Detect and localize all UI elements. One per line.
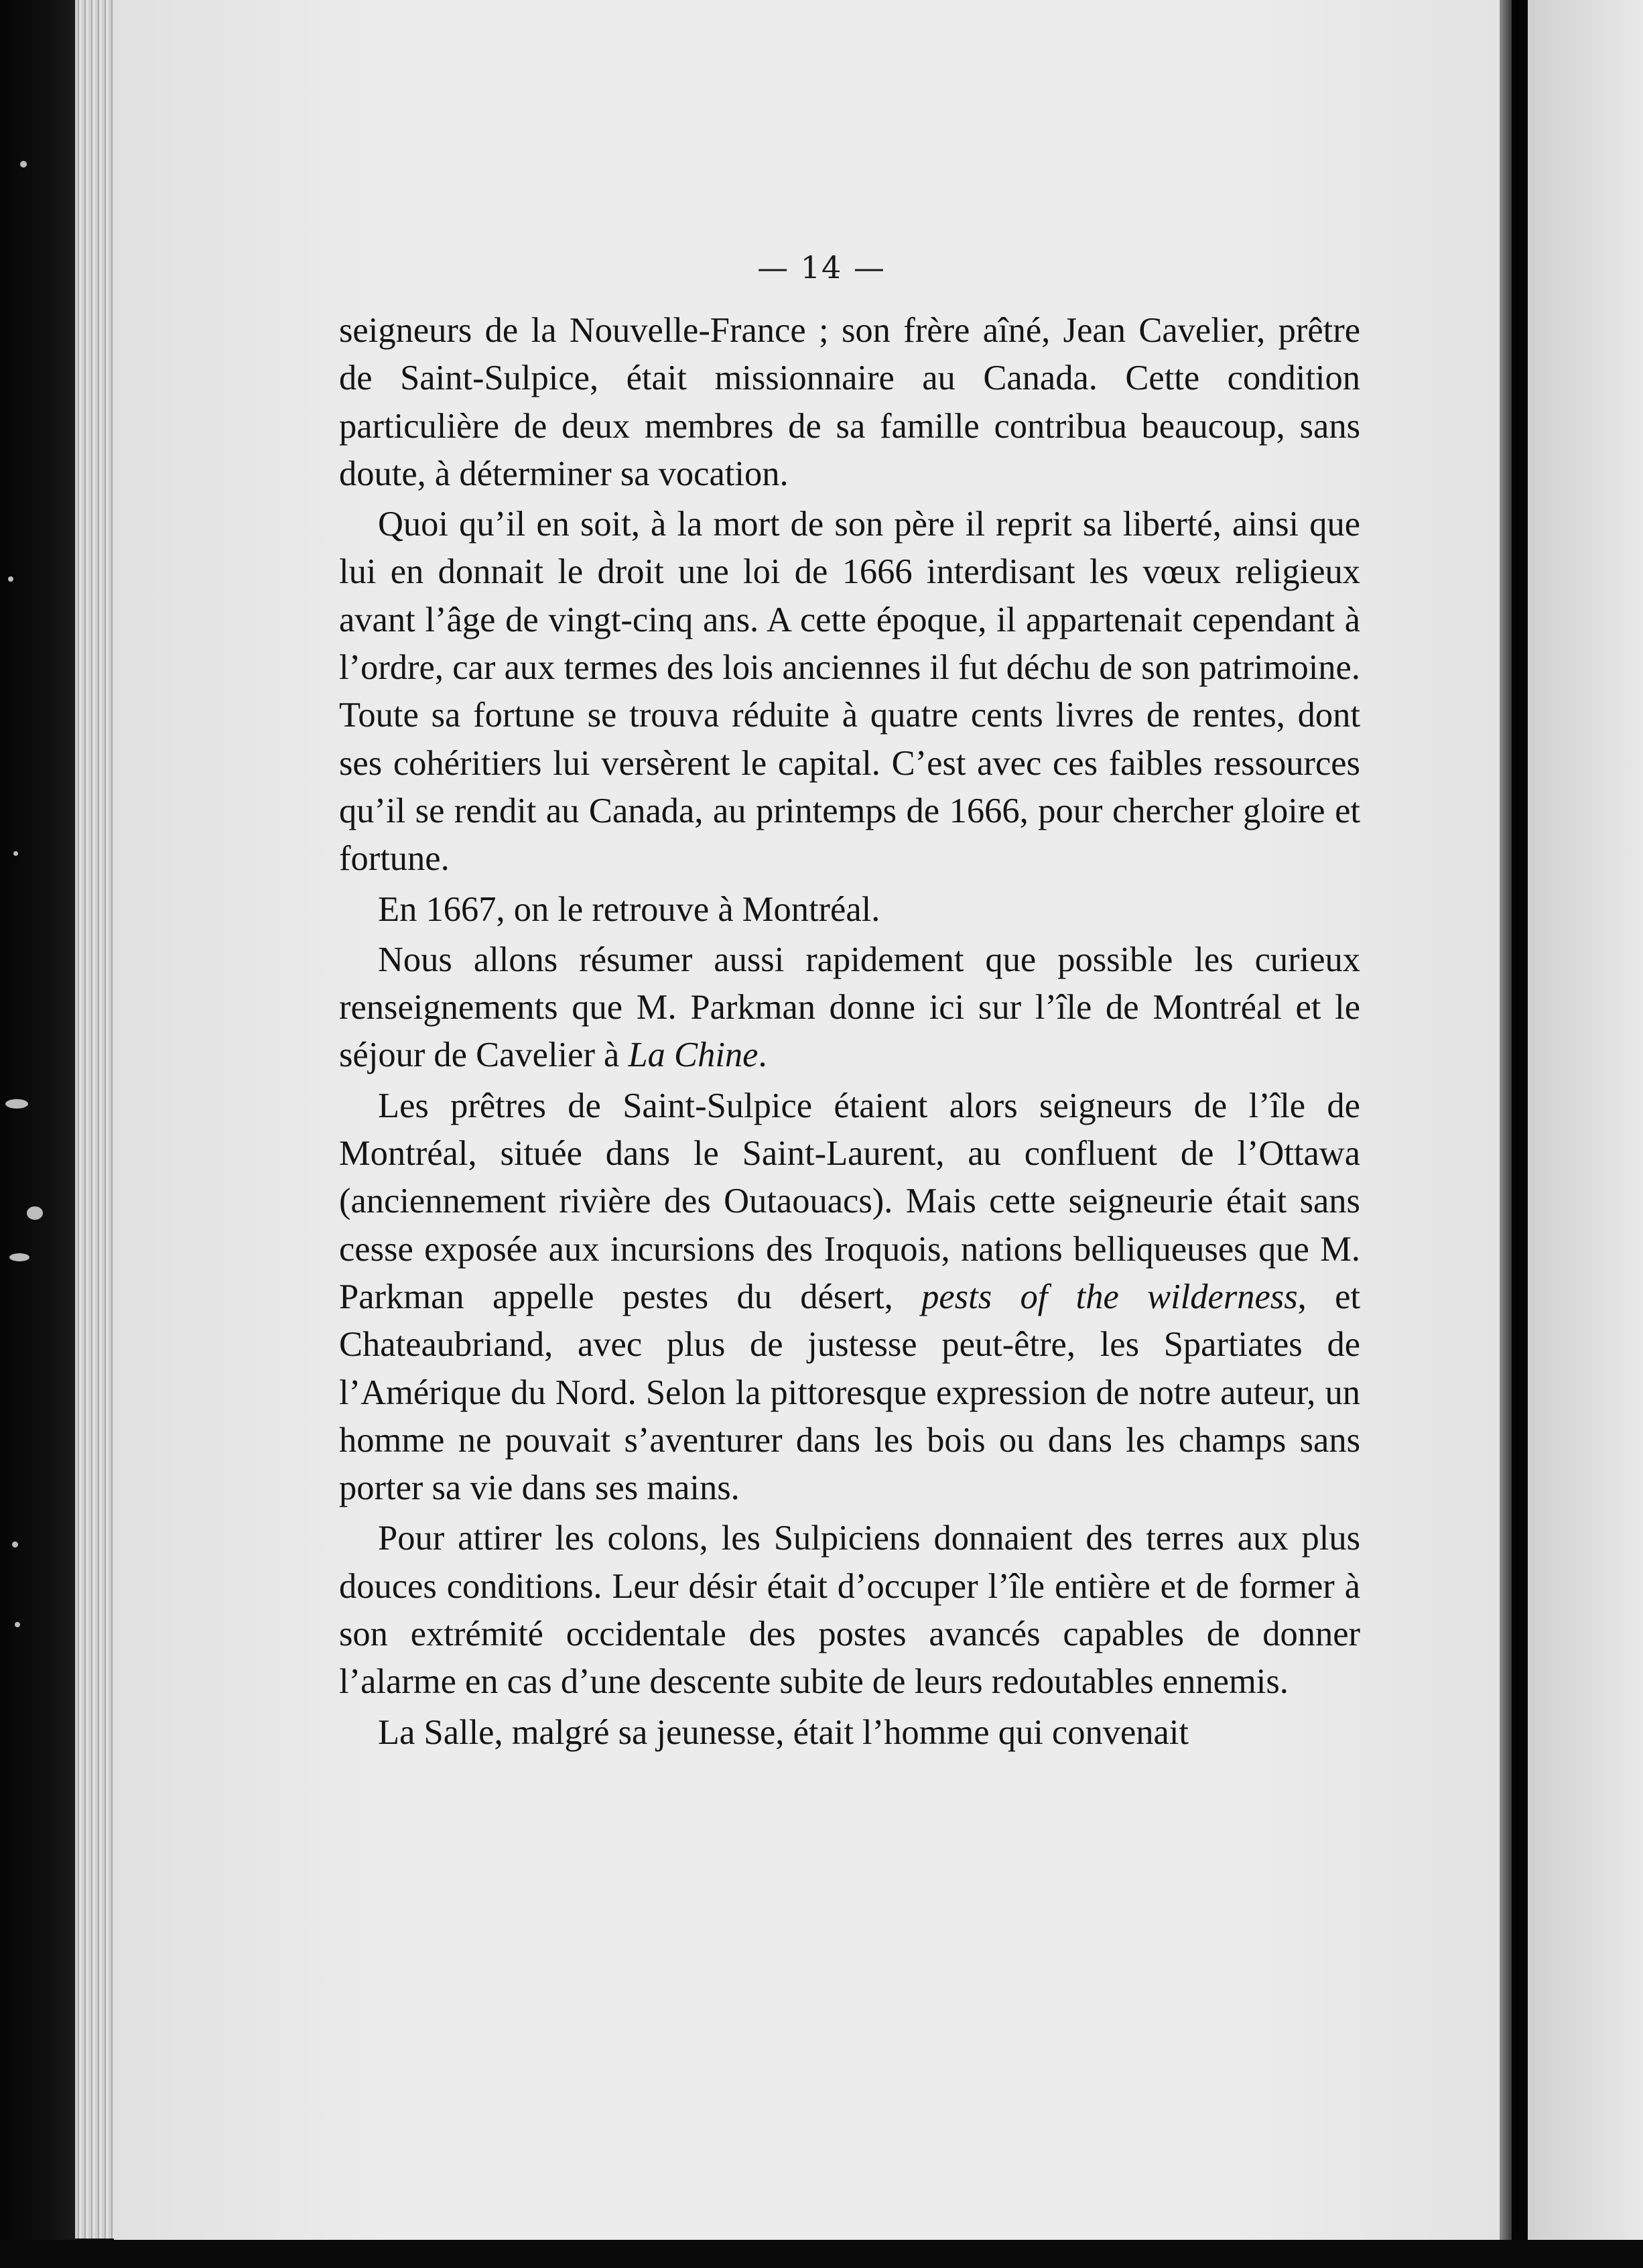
text-run: Nous allons résumer aussi rapidement que possible les curieux renseignements que M. Parkman donne ici sur l’île de Montréal et le séjour de Cavelier à (339, 940, 1360, 1075)
dust-speck (13, 851, 18, 856)
body-text (339, 307, 1360, 1757)
book-gutter (1512, 0, 1528, 2268)
text-run: Pour attirer les colons, les Sulpiciens donnaient des terres aux plus douces conditions. Leur désir était d’occuper l’île entière et de former à son extrémité occidentale des postes avancés capables de donner l’alarme en cas d’une descente subite de leurs redoutables ennemis. (339, 1519, 1360, 1702)
italic-run: pests of the wilderness (921, 1277, 1298, 1316)
text-run: seigneurs de la Nouvelle-France ; son frère aîné, Jean Cavelier, prêtre de Saint-Sulpice, était missionnaire au Canada. Cette condition particulière de deux membres de sa famille contribua beaucoup, sans doute, à déterminer sa vocation. (339, 311, 1360, 493)
dust-speck (5, 1099, 28, 1109)
text-run: En 1667, on le retrouve à Montréal. (378, 889, 880, 929)
paragraph (339, 886, 1360, 934)
dust-speck (27, 1206, 43, 1220)
text-run: La Salle, malgré sa jeunesse, était l’homme qui convenait (378, 1712, 1189, 1752)
paragraph (339, 1082, 1360, 1513)
dust-speck (15, 1622, 20, 1627)
italic-run: La Chine (628, 1035, 759, 1075)
text-run: . (758, 1035, 767, 1075)
page-shadow (1500, 0, 1512, 2240)
film-bottom-edge (0, 2240, 1643, 2268)
film-edge (0, 0, 75, 2268)
dust-speck (8, 576, 13, 582)
paragraph (339, 1709, 1360, 1757)
dust-speck (20, 161, 27, 168)
text-run: Quoi qu’il en soit, à la mort de son père il reprit sa liberté, ainsi que lui en donnait le droit une loi de 1666 interdisant les vœux religieux avant l’âge de vingt-cinq ans. A cette époque, il appartenait cependant à l’ordre, car aux termes des lois anciennes il fut déchu de son patrimoine. Toute sa fortune se trouva réduite à quatre cents livres de rentes, dont ses cohéritiers lui versèrent le capital. C’est avec ces faibles ressources qu’il se rendit au Canada, au printemps de 1666, pour chercher gloire et fortune. (339, 505, 1360, 879)
page-block-edges (75, 0, 115, 2239)
paragraph (339, 307, 1360, 498)
paragraph (339, 1515, 1360, 1706)
paragraph (339, 501, 1360, 883)
text-run: , et Chateaubriand, avec plus de justesse peut-être, les Spartiates de l’Amérique du Nord. Selon la pittoresque expression de notre auteur, un homme ne pouvait s’aventurer dans les bois ou dans les champs sans porter sa vie dans ses mains. (339, 1277, 1361, 1508)
text-run: Les prêtres de Saint-Sulpice étaient alors seigneurs de l’île de Montréal, située dans le Saint-Laurent, au confluent de l’Ottawa (anciennement rivière des Outaouacs). Mais cette seigneurie était sans cesse exposée aux incursions des Iroquois, nations belliqueuses que M. Parkman appelle pestes du désert, (339, 1086, 1360, 1316)
dust-speck (12, 1541, 18, 1548)
page-number: — 14 — (757, 249, 886, 286)
dust-speck (9, 1253, 29, 1261)
paragraph (339, 936, 1360, 1080)
facing-page-edge (1528, 0, 1643, 2240)
